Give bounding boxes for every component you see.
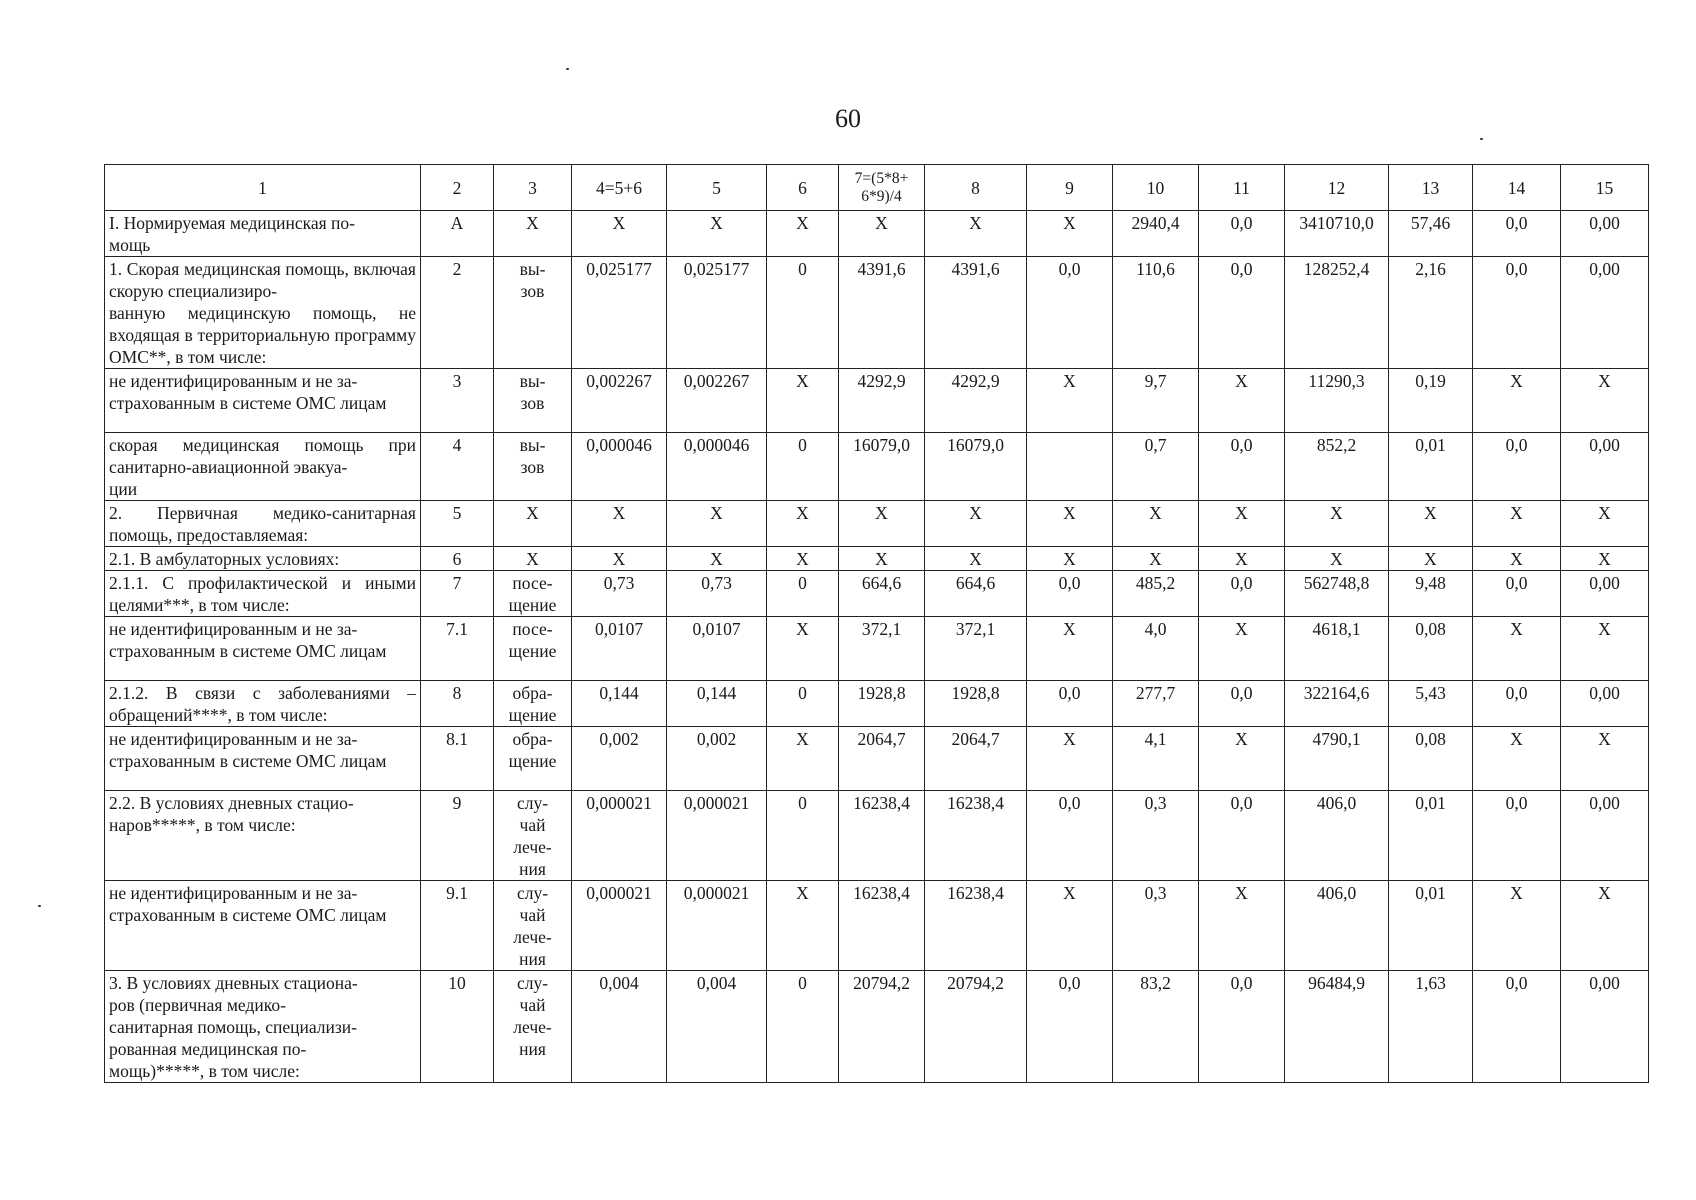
cell-col-10: 0,7 [1113,433,1199,501]
row-name-cell: 1. Скорая медицинская помощь, включая скорую специализиро- ванную медицинскую помощь, не входящая в территориальную программу ОМС**, в том числе: [105,257,421,369]
cell-col-13: 9,48 [1389,571,1473,617]
cell-col-12: 11290,3 [1285,369,1389,433]
cell-col-3: посе- щение [494,617,572,681]
cell-col-4: 0,000021 [572,881,667,971]
header-cell-col-2: 2 [421,165,494,211]
data-table [104,164,1649,1083]
table-row [105,791,1649,881]
cell-col-7: 16079,0 [839,433,925,501]
cell-col-2: 7.1 [421,617,494,681]
cell-col-9: Х [1027,881,1113,971]
cell-col-15: Х [1561,727,1649,791]
cell-col-4: 0,000046 [572,433,667,501]
cell-col-6: 0 [767,433,839,501]
cell-col-8: 4391,6 [925,257,1027,369]
cell-col-7: 4292,9 [839,369,925,433]
cell-col-3: посе- щение [494,571,572,617]
header-cell-col-3: 3 [494,165,572,211]
cell-col-10: 485,2 [1113,571,1199,617]
cell-col-12: 128252,4 [1285,257,1389,369]
cell-col-6: Х [767,547,839,571]
cell-col-14: 0,0 [1473,791,1561,881]
header-cell-col-7: 7=(5*8+ 6*9)/4 [839,165,925,211]
cell-col-11: 0,0 [1199,433,1285,501]
cell-col-12: 406,0 [1285,791,1389,881]
cell-col-12: 96484,9 [1285,971,1389,1083]
cell-col-8: 16079,0 [925,433,1027,501]
cell-col-11: 0,0 [1199,971,1285,1083]
cell-col-3: вы- зов [494,433,572,501]
cell-col-13: 2,16 [1389,257,1473,369]
scan-speck [566,68,569,70]
header-cell-col-15: 15 [1561,165,1649,211]
cell-col-9: Х [1027,501,1113,547]
cell-col-14: 0,0 [1473,681,1561,727]
header-cell-col-1: 1 [105,165,421,211]
scan-speck [1480,138,1483,140]
cell-col-10: 277,7 [1113,681,1199,727]
cell-col-5: Х [667,501,767,547]
cell-col-14: 0,0 [1473,971,1561,1083]
cell-col-3: Х [494,501,572,547]
cell-col-13: 0,01 [1389,791,1473,881]
cell-col-7: Х [839,547,925,571]
cell-col-12: 3410710,0 [1285,211,1389,257]
row-name-cell: 2.1.1. С профилактической и иными целями***, в том числе: [105,571,421,617]
cell-col-9 [1027,433,1113,501]
row-name-cell: I. Нормируемая медицинская по- мощь [105,211,421,257]
cell-col-5: 0,004 [667,971,767,1083]
cell-col-4: 0,004 [572,971,667,1083]
table-header-row [105,165,1649,211]
scan-speck [38,905,41,907]
cell-col-11: 0,0 [1199,257,1285,369]
cell-col-13: 0,01 [1389,881,1473,971]
cell-col-5: Х [667,211,767,257]
cell-col-10: Х [1113,501,1199,547]
cell-col-5: 0,000046 [667,433,767,501]
cell-col-14: Х [1473,547,1561,571]
cell-col-15: 0,00 [1561,681,1649,727]
cell-col-4: 0,0107 [572,617,667,681]
cell-col-4: Х [572,547,667,571]
cell-col-7: 664,6 [839,571,925,617]
cell-col-13: 57,46 [1389,211,1473,257]
cell-col-11: Х [1199,727,1285,791]
header-cell-col-9: 9 [1027,165,1113,211]
cell-col-15: 0,00 [1561,257,1649,369]
cell-col-9: 0,0 [1027,681,1113,727]
cell-col-13: 5,43 [1389,681,1473,727]
header-cell-col-14: 14 [1473,165,1561,211]
cell-col-13: 0,08 [1389,727,1473,791]
cell-col-7: Х [839,211,925,257]
cell-col-15: Х [1561,617,1649,681]
cell-col-9: Х [1027,617,1113,681]
cell-col-9: Х [1027,547,1113,571]
cell-col-14: Х [1473,881,1561,971]
header-cell-col-12: 12 [1285,165,1389,211]
cell-col-2: 5 [421,501,494,547]
cell-col-8: Х [925,501,1027,547]
cell-col-8: 1928,8 [925,681,1027,727]
cell-col-5: 0,73 [667,571,767,617]
cell-col-14: Х [1473,369,1561,433]
cell-col-7: 2064,7 [839,727,925,791]
table-row [105,257,1649,369]
cell-col-7: Х [839,501,925,547]
cell-col-8: 4292,9 [925,369,1027,433]
cell-col-15: Х [1561,369,1649,433]
cell-col-10: 110,6 [1113,257,1199,369]
cell-col-13: 1,63 [1389,971,1473,1083]
cell-col-10: Х [1113,547,1199,571]
cell-col-9: 0,0 [1027,791,1113,881]
cell-col-6: 0 [767,791,839,881]
table-row [105,727,1649,791]
cell-col-10: 83,2 [1113,971,1199,1083]
cell-col-2: 9 [421,791,494,881]
cell-col-11: Х [1199,501,1285,547]
cell-col-2: 8 [421,681,494,727]
cell-col-10: 4,0 [1113,617,1199,681]
cell-col-6: Х [767,727,839,791]
cell-col-11: Х [1199,881,1285,971]
cell-col-6: 0 [767,571,839,617]
cell-col-2: 10 [421,971,494,1083]
cell-col-8: 20794,2 [925,971,1027,1083]
cell-col-2: 6 [421,547,494,571]
cell-col-4: 0,002267 [572,369,667,433]
cell-col-4: 0,73 [572,571,667,617]
cell-col-3: слу- чай лече- ния [494,791,572,881]
cell-col-4: 0,002 [572,727,667,791]
cell-col-14: 0,0 [1473,257,1561,369]
cell-col-6: Х [767,881,839,971]
table-row [105,971,1649,1083]
cell-col-12: Х [1285,547,1389,571]
cell-col-5: 0,000021 [667,791,767,881]
cell-col-5: 0,002 [667,727,767,791]
cell-col-13: 0,01 [1389,433,1473,501]
cell-col-15: 0,00 [1561,971,1649,1083]
cell-col-3: вы- зов [494,369,572,433]
cell-col-10: 2940,4 [1113,211,1199,257]
cell-col-10: 0,3 [1113,791,1199,881]
cell-col-6: 0 [767,971,839,1083]
cell-col-2: 3 [421,369,494,433]
cell-col-2: 4 [421,433,494,501]
cell-col-9: Х [1027,369,1113,433]
cell-col-10: 9,7 [1113,369,1199,433]
table-row [105,681,1649,727]
cell-col-8: 2064,7 [925,727,1027,791]
row-name-cell: не идентифицированным и не за- страхованным в системе ОМС лицам [105,369,421,433]
cell-col-12: Х [1285,501,1389,547]
cell-col-7: 1928,8 [839,681,925,727]
cell-col-9: Х [1027,211,1113,257]
table-body [105,165,1649,1083]
cell-col-5: 0,000021 [667,881,767,971]
cell-col-6: Х [767,617,839,681]
row-name-cell: не идентифицированным и не за- страхованным в системе ОМС лицам [105,881,421,971]
cell-col-15: 0,00 [1561,211,1649,257]
row-name-cell: 2.1. В амбулаторных условиях: [105,547,421,571]
cell-col-11: 0,0 [1199,571,1285,617]
cell-col-9: Х [1027,727,1113,791]
table-row [105,617,1649,681]
cell-col-12: 852,2 [1285,433,1389,501]
cell-col-12: 4790,1 [1285,727,1389,791]
cell-col-14: Х [1473,727,1561,791]
cell-col-7: 16238,4 [839,881,925,971]
row-name-cell: скорая медицинская помощь при санитарно-авиационной эвакуа- ции [105,433,421,501]
cell-col-13: 0,19 [1389,369,1473,433]
cell-col-3: обра- щение [494,681,572,727]
cell-col-14: Х [1473,617,1561,681]
header-cell-col-11: 11 [1199,165,1285,211]
table-row [105,433,1649,501]
header-cell-col-5: 5 [667,165,767,211]
cell-col-14: 0,0 [1473,433,1561,501]
page-number: 60 [835,104,861,133]
cell-col-6: Х [767,369,839,433]
row-name-cell: не идентифицированным и не за- страхованным в системе ОМС лицам [105,617,421,681]
table-row [105,369,1649,433]
cell-col-2: 9.1 [421,881,494,971]
cell-col-9: 0,0 [1027,971,1113,1083]
cell-col-8: Х [925,211,1027,257]
header-cell-col-8: 8 [925,165,1027,211]
cell-col-3: Х [494,547,572,571]
cell-col-8: 664,6 [925,571,1027,617]
row-name-cell: 2. Первичная медико-санитарная помощь, предоставляемая: [105,501,421,547]
cell-col-2: 8.1 [421,727,494,791]
cell-col-15: 0,00 [1561,791,1649,881]
cell-col-15: 0,00 [1561,571,1649,617]
row-name-cell: 3. В условиях дневных стациона- ров (первичная медико- санитарная помощь, специализи- рованная медицинская по- мощь)*****, в том числе: [105,971,421,1083]
cell-col-5: Х [667,547,767,571]
cell-col-12: 406,0 [1285,881,1389,971]
cell-col-6: 0 [767,681,839,727]
cell-col-15: Х [1561,881,1649,971]
header-cell-col-6: 6 [767,165,839,211]
cell-col-7: 372,1 [839,617,925,681]
cell-col-4: Х [572,501,667,547]
cell-col-7: 4391,6 [839,257,925,369]
header-cell-col-10: 10 [1113,165,1199,211]
cell-col-12: 4618,1 [1285,617,1389,681]
cell-col-6: Х [767,501,839,547]
table-row [105,501,1649,547]
cell-col-6: 0 [767,257,839,369]
cell-col-3: слу- чай лече- ния [494,881,572,971]
row-name-cell: 2.1.2. В связи с заболеваниями – обращений****, в том числе: [105,681,421,727]
cell-col-15: 0,00 [1561,433,1649,501]
header-cell-col-4: 4=5+6 [572,165,667,211]
cell-col-13: 0,08 [1389,617,1473,681]
cell-col-3: Х [494,211,572,257]
cell-col-11: Х [1199,369,1285,433]
cell-col-8: 16238,4 [925,791,1027,881]
cell-col-14: 0,0 [1473,571,1561,617]
cell-col-8: 16238,4 [925,881,1027,971]
cell-col-5: 0,144 [667,681,767,727]
cell-col-5: 0,0107 [667,617,767,681]
cell-col-4: 0,025177 [572,257,667,369]
cell-col-12: 562748,8 [1285,571,1389,617]
cell-col-10: 4,1 [1113,727,1199,791]
cell-col-4: Х [572,211,667,257]
cell-col-5: 0,002267 [667,369,767,433]
cell-col-10: 0,3 [1113,881,1199,971]
cell-col-7: 16238,4 [839,791,925,881]
cell-col-4: 0,144 [572,681,667,727]
cell-col-15: Х [1561,547,1649,571]
cell-col-14: 0,0 [1473,211,1561,257]
header-cell-col-13: 13 [1389,165,1473,211]
cell-col-2: 7 [421,571,494,617]
cell-col-13: Х [1389,547,1473,571]
cell-col-4: 0,000021 [572,791,667,881]
cell-col-5: 0,025177 [667,257,767,369]
table-row [105,881,1649,971]
cell-col-9: 0,0 [1027,571,1113,617]
cell-col-3: слу- чай лече- ния [494,971,572,1083]
cell-col-6: Х [767,211,839,257]
cell-col-8: 372,1 [925,617,1027,681]
cell-col-11: 0,0 [1199,791,1285,881]
cell-col-11: Х [1199,547,1285,571]
table-row [105,547,1649,571]
cell-col-12: 322164,6 [1285,681,1389,727]
cell-col-13: Х [1389,501,1473,547]
cell-col-8: Х [925,547,1027,571]
cell-col-11: Х [1199,617,1285,681]
cell-col-11: 0,0 [1199,211,1285,257]
cell-col-11: 0,0 [1199,681,1285,727]
table-row [105,571,1649,617]
cell-col-14: Х [1473,501,1561,547]
table-row [105,211,1649,257]
cell-col-9: 0,0 [1027,257,1113,369]
cell-col-3: вы- зов [494,257,572,369]
row-name-cell: не идентифицированным и не за- страхованным в системе ОМС лицам [105,727,421,791]
cell-col-7: 20794,2 [839,971,925,1083]
cell-col-3: обра- щение [494,727,572,791]
cell-col-2: 2 [421,257,494,369]
cell-col-2: А [421,211,494,257]
cell-col-15: Х [1561,501,1649,547]
row-name-cell: 2.2. В условиях дневных стацио- наров*****, в том числе: [105,791,421,881]
